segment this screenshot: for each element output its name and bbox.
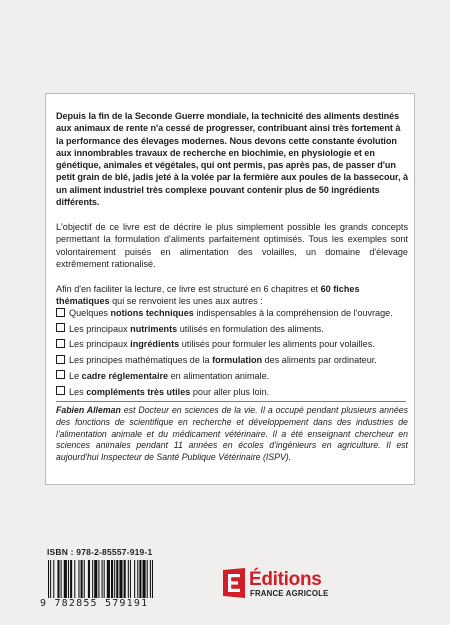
author-bio [56,405,408,464]
section-divider [56,401,406,402]
checklist-item [56,369,411,385]
checklist-text: des aliments par ordinateur. [262,355,377,366]
checklist-bold: notions techniques [110,308,194,318]
checkbox-icon [56,370,65,379]
checklist-item [56,322,411,338]
author-name: Fabien Alleman [56,405,121,415]
checklist-text: en alimentation animale. [168,370,270,381]
checklist-item [56,353,411,369]
publisher-name: Éditions [249,569,322,590]
checklist-text: Les principes mathématiques de la [69,355,213,366]
checkbox-icon [56,308,65,317]
checklist-text: pour aller plus loin. [190,386,270,397]
author-bio-text: est Docteur en sciences de la vie. Il a occupé pendant plusieurs années des fonctions de scientifique en recherche et développement dans des industries de l'alimentation animale et du médicament vétérinaire. Il a été enseignant chercheur en sciences animales pendant 11 années en écoles d'ingénieurs en agriculture. Il est aujourd'hui Inspecteur de Santé Publique Vétérinaire (ISPV). [56,405,408,463]
checklist-text: indispensables à la compréhension de l'ouvrage. [193,308,393,318]
checklist-bold: nutriments [130,323,178,334]
barcode-number: 9 782855 579191 [40,598,149,609]
checklist-text: Les principaux [69,339,131,350]
checklist-item [56,385,411,401]
checkbox-icon [56,323,65,332]
structure-text-start: Afin d'en faciliter la lecture, ce livre est structuré en 6 chapitres et [56,284,321,294]
checklist-item [56,337,411,353]
checklist-text: Les [69,386,87,397]
checklist-bold: cadre réglementaire [81,370,169,381]
checkbox-icon [56,355,65,364]
checkbox-icon [56,386,65,395]
checklist-text: Le [69,370,82,381]
publisher-subtitle: FRANCE AGRICOLE [250,589,329,598]
checklist-bold: formulation [212,355,263,366]
intro-text: Depuis la fin de la Seconde Guerre mondiale, la technicité des aliments destinés aux animaux de rente n'a cessé de progresser, contribuant ainsi très fortement à la performance des élevages modernes. Nous devons cette constante évolution aux innombrables travaux de recherche en biochimie, en physiologie et en génétique, animales et végétales, qui ont permis, pas après pas, de passer d'un petit grain de blé, jadis jeté à la volée par la fermière aux poules de la bassecour, à un aliment industriel très complexe pouvant contenir plus de 50 ingrédients différents. [56,111,408,208]
checklist-text: utilisés en formulation des aliments. [177,323,324,334]
checkbox-icon [56,339,65,348]
chapter-checklist [56,306,411,400]
objective-paragraph: L'objectif de ce livre est de décrire le plus simplement possible les grands concepts permettant la formulation d'aliments parfaitement optimisés. Tous les exemples sont volontairement puisés en alimentation des volailles, un domaine d'élevage extrêmement rationalisé. [56,222,408,269]
checklist-text: Quelques [69,308,111,318]
barcode-icon [40,560,190,598]
structure-text-bold: 60 fiches thématiques [56,284,360,307]
barcode-block [40,547,190,625]
structure-paragraph [56,283,408,308]
intro-paragraph [56,110,408,208]
checklist-bold: ingrédients [130,339,180,350]
checklist-text: Les principaux [69,323,131,334]
isbn-label: ISBN : 978-2-85557-919-1 [47,547,153,557]
structure-text-end: qui se renvoient les unes aux autres : [109,296,263,307]
checklist-bold: compléments très utiles [86,386,191,397]
checklist-text: utilisés pour formuler les aliments pour volailles. [179,339,375,350]
publisher-logo [223,568,245,598]
checklist-item [56,306,411,322]
